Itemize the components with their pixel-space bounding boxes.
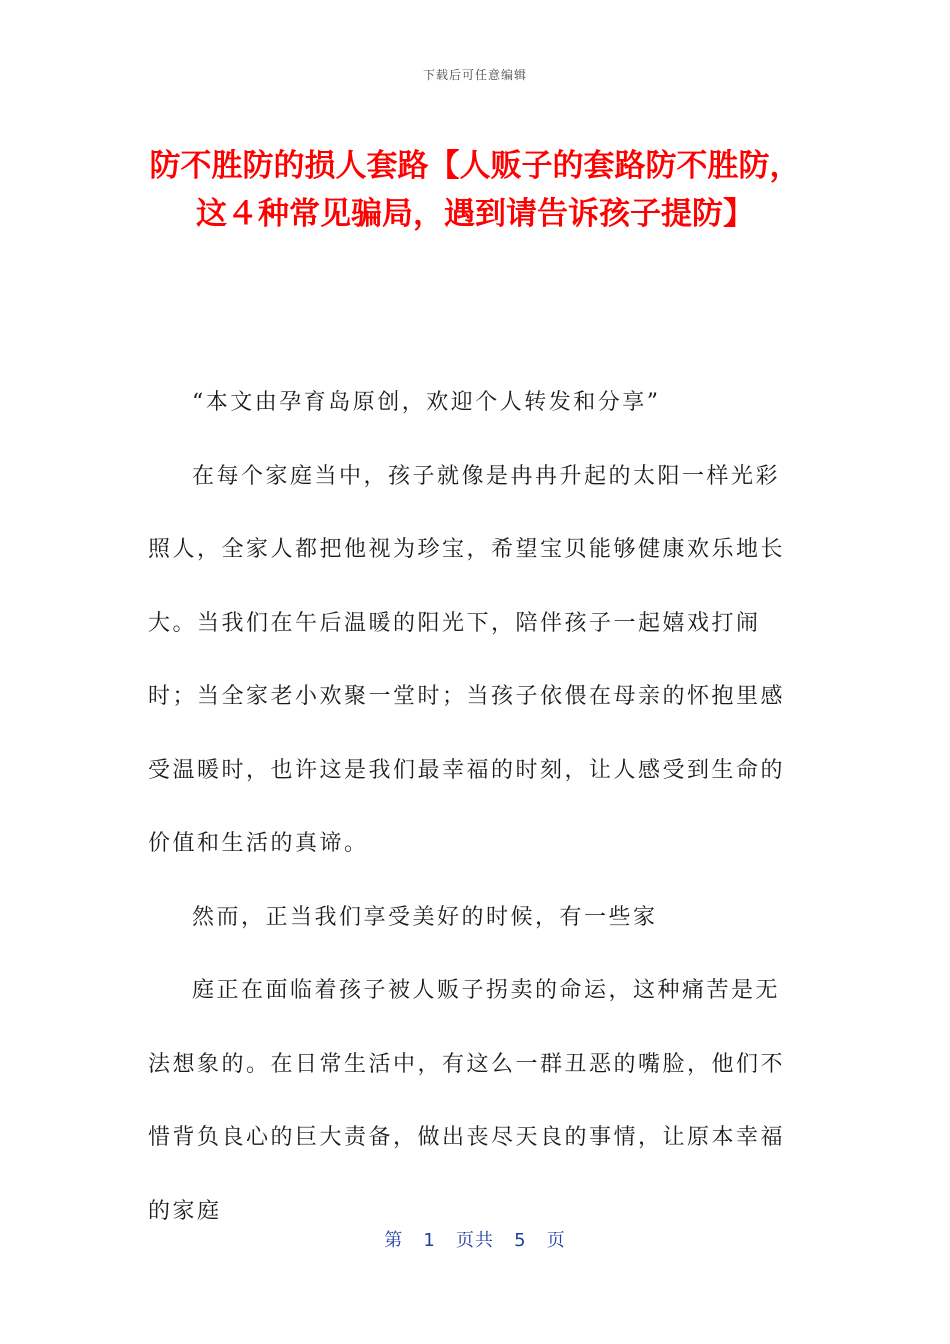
header-note: 下载后可任意编辑 [422, 68, 527, 82]
paragraph: 在每个家庭当中，孩子就像是冉冉升起的太阳一样光彩照人，全家人都把他视为珍宝，希望宝贝能够健康欢乐地长大。当我们在午后温暖的阳光下，陪伴孩子一起嬉戏打闹时；当全家老小欢聚一堂时；当孩子依偎在母亲的怀抱里感受温暖时，也许这是我们最幸福的时刻，让人感受到生命的价值和生活的真谛。 [148, 463, 786, 856]
document-body [148, 366, 798, 1248]
footer-middle: 页共 [456, 1230, 494, 1251]
paragraph: 然而，正当我们享受美好的时候，有一些家 [192, 904, 658, 930]
footer-current-page: 1 [423, 1230, 436, 1251]
page-footer [0, 1226, 950, 1252]
document-title: 防不胜防的损人套路【人贩子的套路防不胜防，这４种常见骗局，遇到请告诉孩子提防】 [149, 148, 801, 232]
footer-suffix: 页 [546, 1230, 566, 1251]
footer-total-pages: 5 [514, 1230, 527, 1251]
paragraph: 庭正在面临着孩子被人贩子拐卖的命运，这种痛苦是无法想象的。在日常生活中，有这么一群丑恶的嘴脸，他们不惜背负良心的巨大责备，做出丧尽天良的事情，让原本幸福的家庭 [148, 978, 786, 1224]
paragraph-intro: “本文由孕育岛原创，欢迎个人转发和分享” [192, 390, 661, 415]
footer-prefix: 第 [384, 1230, 404, 1251]
